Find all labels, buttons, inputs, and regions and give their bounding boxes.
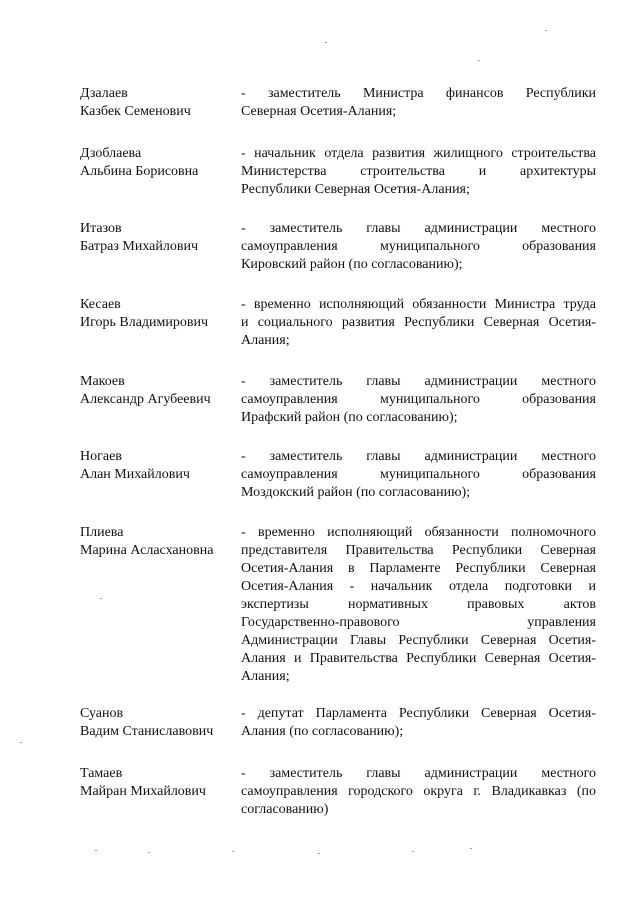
member-name: [80, 220, 240, 256]
role-line: - временно исполняющий обязанности Министра труда: [241, 297, 596, 312]
scan-speck: [478, 60, 480, 61]
role-line: Алания (по согласованию);: [241, 724, 404, 739]
scan-speck: [325, 42, 327, 43]
member-given-name: Игорь Владимирович: [80, 315, 209, 330]
scan-speck: [318, 853, 320, 854]
member-role: [241, 705, 596, 741]
role-line: Алания;: [241, 669, 290, 684]
member-role: [241, 220, 596, 274]
member-given-name: Альбина Борисовна: [80, 164, 199, 179]
scan-speck: [412, 851, 414, 852]
member-surname: Итазов: [80, 221, 122, 236]
member-role: [241, 145, 596, 199]
member-surname: Кесаев: [80, 297, 121, 312]
member-surname: Тамаев: [80, 766, 123, 781]
role-line: - заместитель главы администрации местного: [241, 766, 596, 781]
scan-speck: [95, 850, 97, 851]
member-name: [80, 296, 240, 332]
role-line: Алания и Правительства Республики Северная Осетия-: [241, 651, 596, 666]
role-line: - временно исполняющий обязанности полномочного: [241, 525, 596, 540]
role-line: - заместитель главы администрации местного: [241, 449, 596, 464]
role-line: самоуправления муниципального образования: [241, 467, 596, 482]
scan-speck: [232, 851, 234, 852]
member-role: [241, 448, 596, 502]
role-line: согласованию): [241, 802, 329, 817]
member-name: [80, 373, 240, 409]
member-given-name: Александр Агубеевич: [80, 392, 211, 407]
member-given-name: Алан Михайлович: [80, 467, 190, 482]
scan-speck: [100, 598, 102, 599]
member-role: [241, 373, 596, 427]
role-line: Кировский район (по согласованию);: [241, 257, 463, 272]
role-line: Моздокский район (по согласованию);: [241, 485, 471, 500]
member-name: [80, 765, 240, 801]
member-given-name: Казбек Семенович: [80, 104, 191, 119]
member-surname: Дзоблаева: [80, 146, 142, 161]
role-line: Администрации Главы Республики Северная Осетия-: [241, 633, 596, 648]
member-given-name: Вадим Станиславович: [80, 724, 214, 739]
member-surname: Ногаев: [80, 449, 122, 464]
role-line: Северная Осетия-Алания;: [241, 104, 397, 119]
role-line: - депутат Парламента Республики Северная Осетия-: [241, 706, 596, 721]
member-surname: Макоев: [80, 374, 125, 389]
role-line: Государственно-правового управления: [241, 615, 596, 630]
role-line: - заместитель главы администрации местного: [241, 221, 596, 236]
role-line: экспертизы нормативных правовых актов: [241, 597, 596, 612]
member-given-name: Майран Михайлович: [80, 784, 206, 799]
member-surname: Дзалаев: [80, 86, 128, 101]
member-given-name: Марина Асласхановна: [80, 543, 214, 558]
role-line: Министерства строительства и архитектуры: [241, 164, 596, 179]
role-line: Осетия-Алания - начальник отдела подготовки и: [241, 579, 596, 594]
role-line: самоуправления муниципального образования: [241, 239, 596, 254]
scan-speck: [148, 852, 150, 853]
scan-speck: [545, 30, 547, 31]
member-role: [241, 85, 596, 121]
member-role: [241, 524, 596, 686]
role-line: Алания;: [241, 333, 290, 348]
member-name: [80, 448, 240, 484]
role-line: - начальник отдела развития жилищного строительства: [241, 146, 596, 161]
member-surname: Плиева: [80, 525, 124, 540]
role-line: Осетия-Алания в Парламенте Республики Северная: [241, 561, 596, 576]
scan-speck: [470, 848, 472, 849]
member-name: [80, 524, 240, 560]
member-role: [241, 765, 596, 819]
scan-speck: [20, 742, 22, 743]
role-line: и социального развития Республики Северная Осетия-: [241, 315, 596, 330]
role-line: представителя Правительства Республики Северная: [241, 543, 596, 558]
member-name: [80, 705, 240, 741]
role-line: Республики Северная Осетия-Алания;: [241, 182, 470, 197]
member-name: [80, 85, 240, 121]
member-role: [241, 296, 596, 350]
role-line: - заместитель главы администрации местного: [241, 374, 596, 389]
member-name: [80, 145, 240, 181]
role-line: самоуправления городского округа г. Владикавказ (по: [241, 784, 596, 799]
role-line: Ирафский район (по согласованию);: [241, 410, 458, 425]
member-given-name: Батраз Михайлович: [80, 239, 199, 254]
role-line: - заместитель Министра финансов Республики: [241, 86, 596, 101]
member-surname: Суанов: [80, 706, 124, 721]
role-line: самоуправления муниципального образования: [241, 392, 596, 407]
